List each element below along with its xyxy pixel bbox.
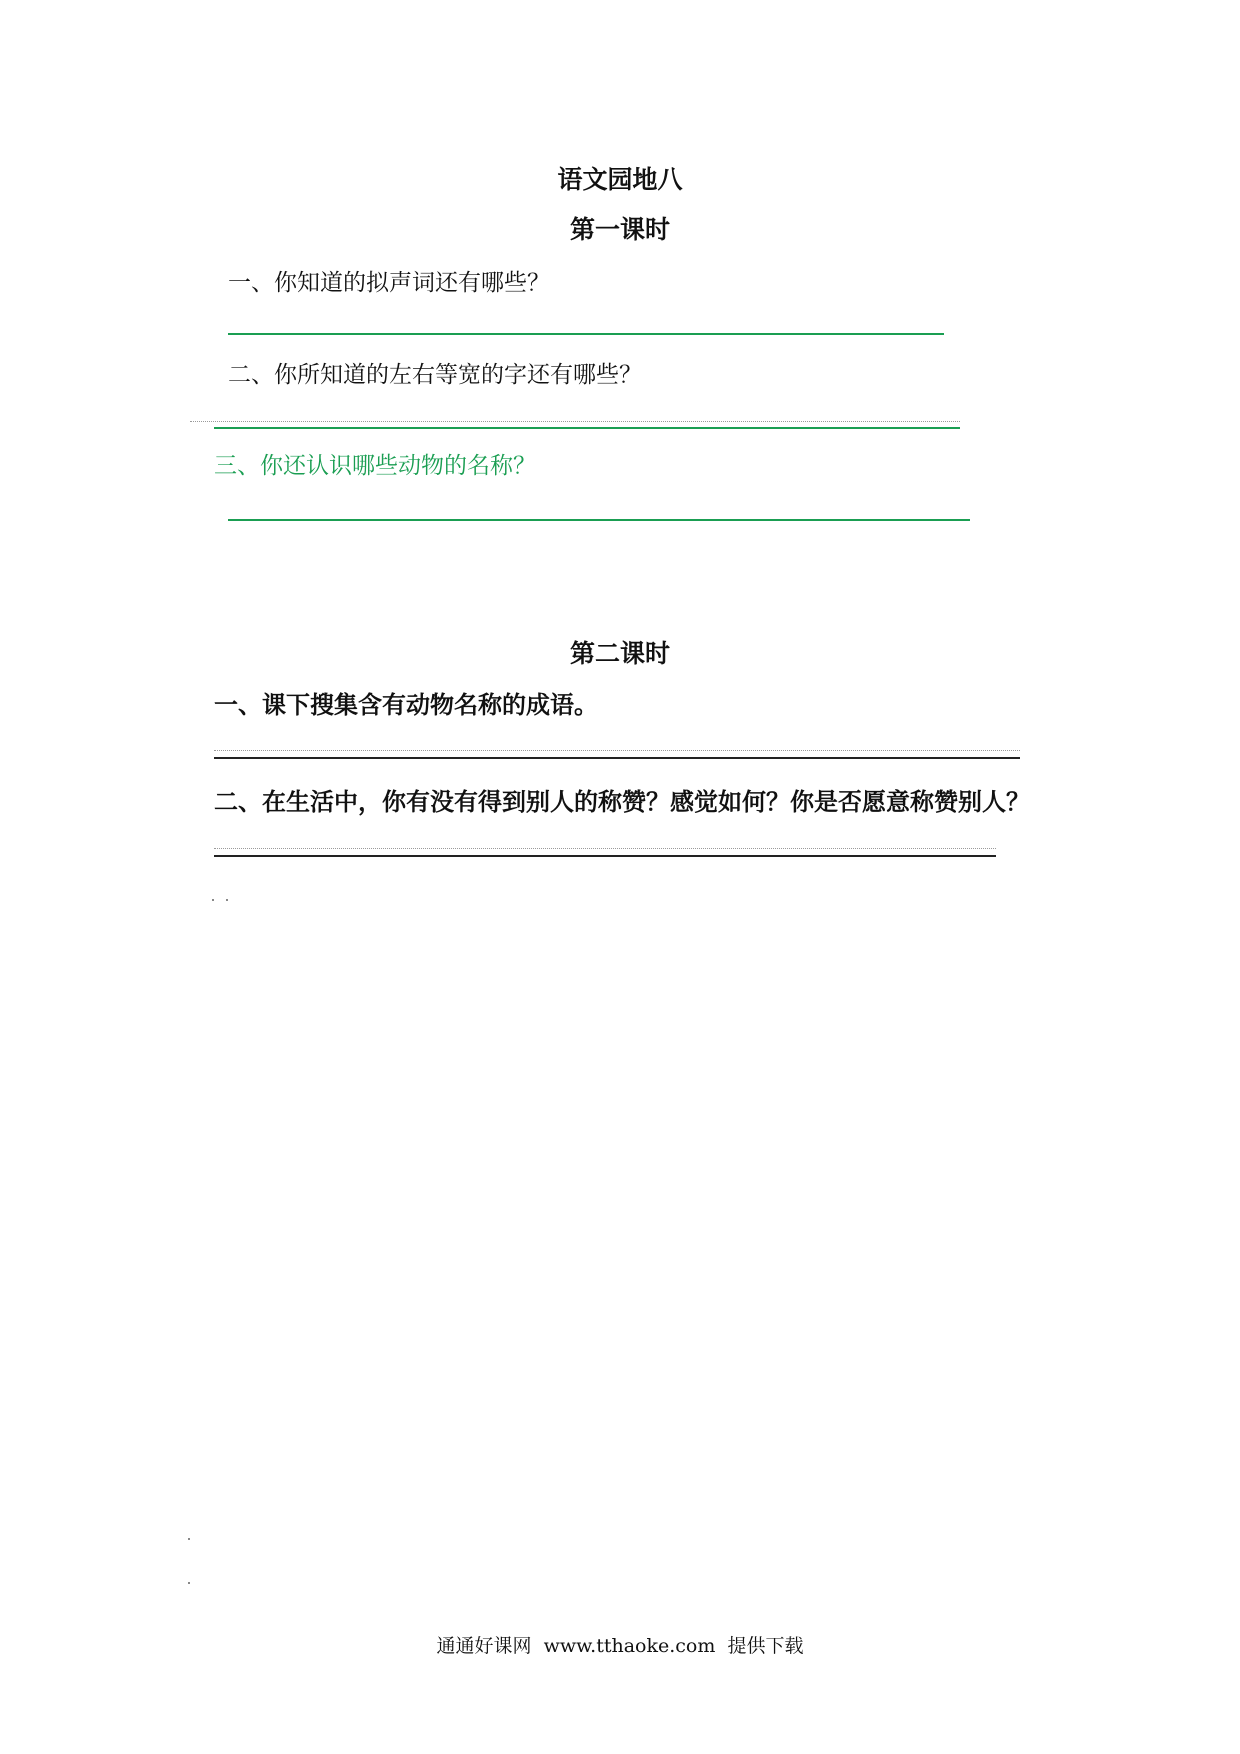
scan-mark	[212, 899, 214, 901]
scan-mark	[188, 1538, 190, 1540]
scan-mark	[226, 899, 228, 901]
dotted-guide-2	[214, 750, 1020, 751]
lesson1-question-3: 三、你还认识哪些动物的名称？	[214, 453, 536, 479]
footer-site-name: 通通好课网	[436, 1635, 532, 1657]
lesson1-question-2: 二、你所知道的左右等宽的字还有哪些？	[228, 362, 642, 388]
answer-line-4	[214, 757, 1020, 759]
answer-line-2	[214, 427, 960, 429]
lesson2-question-2: 二、在生活中，你有没有得到别人的称赞？感觉如何？你是否愿意称赞别人？	[214, 787, 1030, 816]
document-title: 语文园地八	[557, 165, 683, 194]
footer-url: www.tthaoke.com	[543, 1635, 716, 1657]
scan-mark	[188, 1582, 190, 1584]
answer-line-3	[228, 519, 970, 521]
lesson2-heading: 第二课时	[569, 639, 670, 668]
dotted-guide-1	[190, 421, 960, 422]
lesson1-heading: 第一课时	[569, 215, 670, 244]
footer	[0, 1631, 1240, 1658]
answer-line-5	[214, 855, 996, 857]
lesson2-question-1: 一、课下搜集含有动物名称的成语。	[214, 690, 598, 719]
lesson1-question-1: 一、你知道的拟声词还有哪些？	[228, 270, 550, 296]
answer-line-1	[228, 333, 944, 335]
dotted-guide-3	[214, 848, 996, 849]
footer-action: 提供下载	[727, 1635, 804, 1657]
